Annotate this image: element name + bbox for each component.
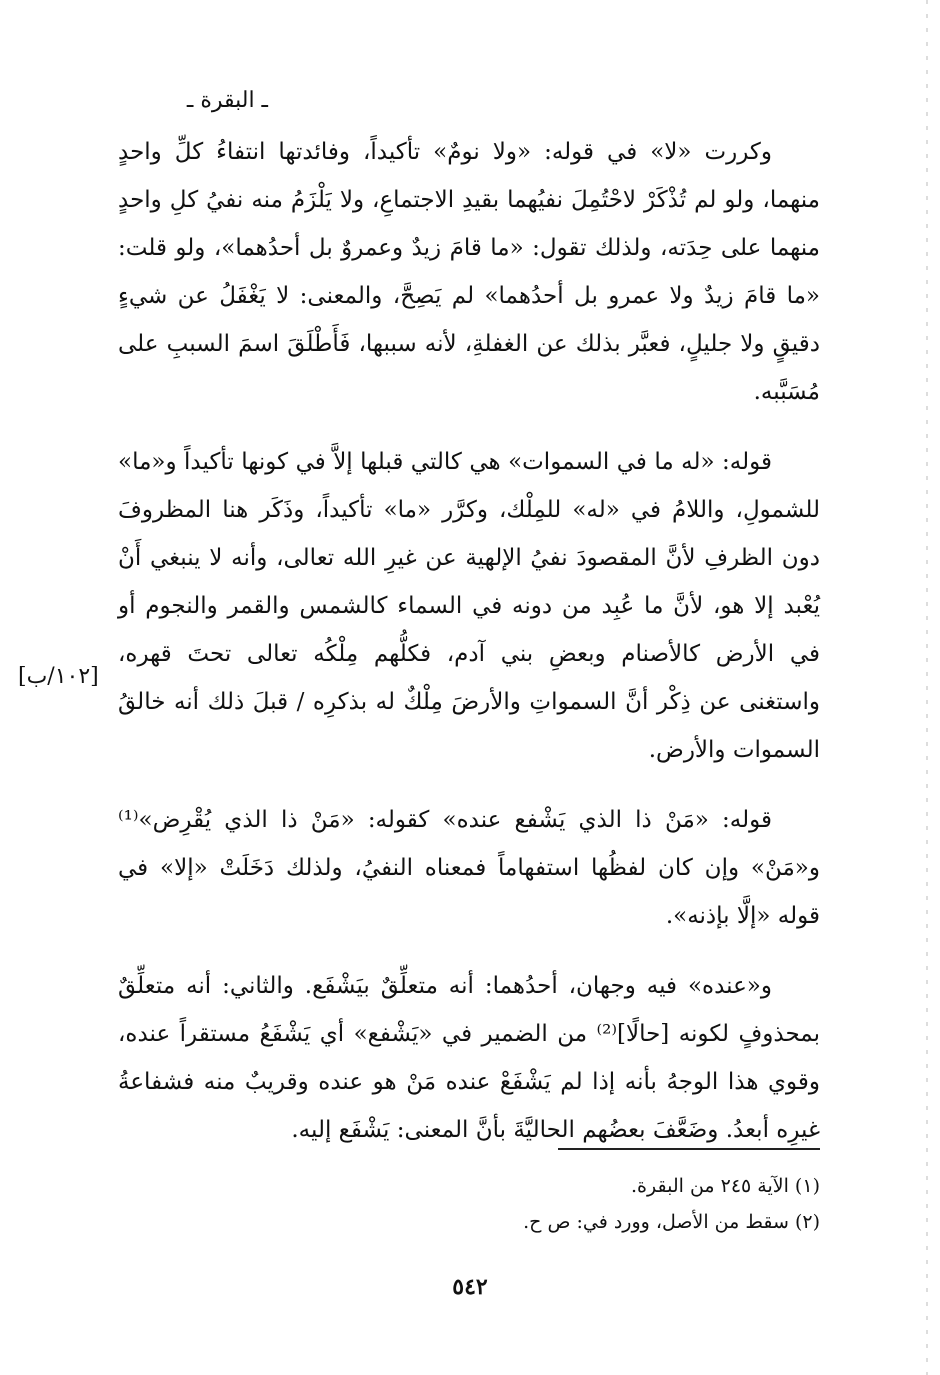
footnote-separator [558,1148,820,1150]
page-edge-shadow [926,0,928,1375]
footnotes [118,1168,820,1240]
paragraph-man-dha-alladhi: قوله: «مَنْ ذا الذي يَشْفع عنده» كقوله: «مَنْ ذا الذي يُقْرِض»⁽¹⁾ و«مَنْ» وإن كان لفظُها استفهاماً فمعناه النفيُ، ولذلك دَخَلَتْ «إلا» في قوله «إلَّا بإذنه». [118,807,820,929]
footnote-1: (١) الآية ٢٤٥ من البقرة. [631,1175,820,1197]
paragraph-indahu: و«عنده» فيه وجهان، أحدُهما: أنه متعلِّقٌ بيَشْفَع. والثاني: أنه متعلِّقٌ بمحذوفٍ لكونه [حالًا]⁽²⁾ من الضمير في «يَشْفع» أي يَشْفَعُ مستقراً عنده، وقوي هذا الوجهُ بأنه إذا لم يَشْفَعْ عنده مَنْ هو عنده وقريبٌ منه فشفاعةُ غيرِه أبعدُ. وضَعَّفَ بعضُهم الحاليَّةَ بأنَّ المعنى: يَشْفَع إليه. [118,973,821,1143]
manuscript-folio-marker: [١٠٢/ب] [18,664,99,689]
footnote-2: (٢) سقط من الأصل، وورد في: ص ح. [523,1211,820,1233]
paragraph-la-repetition: وكررت «لا» في قوله: «ولا نومٌ» تأكيداً، وفائدتها انتفاءُ كلِّ واحدٍ منهما، ولو لم تُذْكَرْ لاحْتُمِلَ نفيُهما بقيدِ الاجتماعِ، ولا يَلْزَمُ منه نفيُ كلِ واحدٍ منهما على حِدَته، ولذلك تقول: «ما قامَ زيدٌ وعمروٌ بل أحدُهما»، ولو قلت: «ما قامَ زيدٌ ولا عمرو بل أحدُهما» لم يَصِحَّ، والمعنى: لا يَغْفَلُ عن شيءٍ دقيقٍ ولا جليلٍ، فعبَّر بذلك عن الغفلةِ، لأنه سببها، فَأَطْلَقَ اسمَ السببِ على مُسَبَّبه. [118,139,820,405]
running-header: ـ البقرة ـ [186,88,268,113]
paragraph-lahu-ma-fi-samawat: قوله: «له ما في السموات» هي كالتي قبلها إلاَّ في كونها تأكيداً و«ما» للشمولِ، واللامُ في «له» للمِلْك، وكرَّر «ما» تأكيداً، وذَكَر هنا المظروفَ دون الظرفِ لأنَّ المقصودَ نفيُ الإلهية عن غيرِ الله تعالى، وأنه لا ينبغي أَنْ يُعْبد إلا هو، لأنَّ ما عُبِد من دونه في السماء كالشمس والقمر والنجوم أو في الأرض كالأصنام وبعضِ بني آدم، فكلُّهم مِلْكُه تعالى تحتَ قهره، واستغنى عن ذِكْر أنَّ السمواتِ والأرضَ مِلْكٌ له بذكرِه / قبلَ ذلك أنه خالقُ السموات والأرض. [118,449,820,763]
page-number: ٥٤٢ [452,1274,488,1300]
main-text [118,128,820,1176]
